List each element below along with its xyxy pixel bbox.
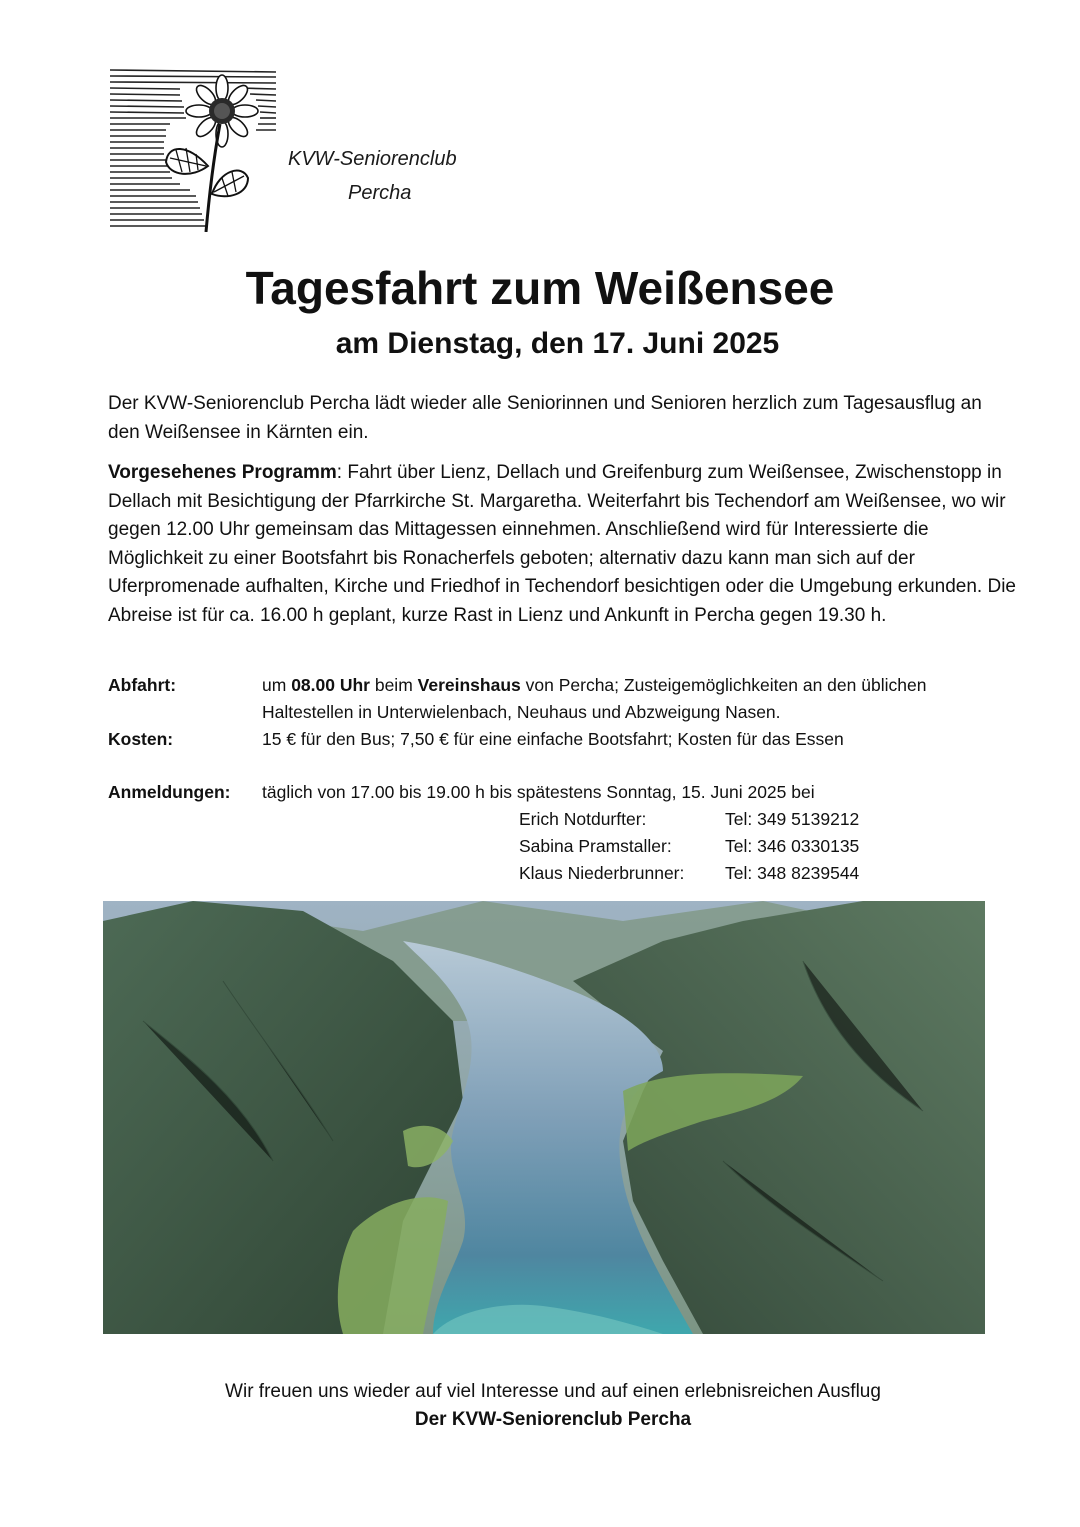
footer-message: Wir freuen uns wieder auf viel Interesse und auf einen erlebnisreichen Ausflug	[225, 1381, 881, 1402]
footer	[0, 1378, 1080, 1434]
intro-paragraph: Der KVW-Seniorenclub Percha lädt wieder alle Seniorinnen und Senioren herzlich zum Tagesausflug an den Weißensee in Kärnten ein.	[108, 393, 982, 443]
contact-phone: Tel: 349 5139212	[725, 809, 860, 829]
program-label: Vorgesehenes Programm	[108, 462, 337, 483]
contact-item	[519, 806, 859, 833]
contact-phone: Tel: 348 8239544	[725, 863, 860, 883]
club-name-line1: KVW-Seniorenclub	[288, 148, 457, 170]
departure-prefix: um	[262, 675, 292, 695]
contact-name: Klaus Niederbrunner:	[519, 863, 685, 883]
program-paragraph	[108, 459, 1023, 631]
departure-label: Abfahrt:	[108, 675, 177, 695]
departure-suffix: von Percha; Zusteigemöglichkeiten an den üblichen Haltestellen in Unterwielenbach, Neuhaus und Abzweigung Nasen.	[262, 675, 927, 722]
contact-list	[519, 806, 859, 887]
registration-value: täglich von 17.00 bis 19.00 h bis spätestens Sonntag, 15. Juni 2025 bei	[262, 782, 815, 802]
contact-name: Erich Notdurfter:	[519, 809, 647, 829]
program-text: : Fahrt über Lienz, Dellach und Greifenburg zum Weißensee, Zwischenstopp in Dellach mit Besichtigung der Pfarrkirche St. Margaretha. Weiterfahrt bis Techendorf am Weißensee, wo wir gegen 12.00 Uhr gemeinsam das Mittagessen einnehmen. Anschließend wird für Interessierte die Möglichkeit zu einer Bootsfahrt bis Ronacherfels geboten; alternativ dazu kann man sich auf der Uferpromenade aufhalten, Kirche und Friedhof in Techendorf besichtigen oder die Umgebung erkunden. Die Abreise ist für ca. 16.00 h geplant, kurze Rast in Lienz und Ankunft in Percha gegen 19.30 h.	[108, 462, 1017, 626]
costs-value: 15 € für den Bus; 7,50 € für eine einfache Bootsfahrt; Kosten für das Essen	[262, 729, 844, 749]
contact-item	[519, 860, 859, 887]
club-name	[288, 142, 457, 210]
lake-photo	[103, 901, 985, 1334]
departure-value	[262, 672, 978, 726]
costs-row	[108, 726, 978, 753]
club-name-line2: Percha	[348, 182, 412, 204]
departure-time: 08.00 Uhr	[291, 675, 370, 695]
contact-name: Sabina Pramstaller:	[519, 836, 672, 856]
departure-row	[108, 672, 978, 726]
departure-middle: beim	[369, 675, 418, 695]
contact-phone: Tel: 346 0330135	[725, 836, 860, 856]
departure-place: Vereinshaus	[417, 675, 521, 695]
sunflower-logo-icon	[110, 66, 276, 232]
registration-label: Anmeldungen:	[108, 782, 231, 802]
footer-signature: Der KVW-Seniorenclub Percha	[414, 1409, 692, 1430]
contact-item	[519, 833, 859, 860]
page-subtitle: am Dienstag, den 17. Juni 2025	[335, 327, 780, 360]
costs-label: Kosten:	[108, 729, 174, 749]
page-title: Tagesfahrt zum Weißensee	[245, 262, 835, 314]
registration-row	[108, 779, 978, 806]
trip-info	[108, 672, 978, 806]
